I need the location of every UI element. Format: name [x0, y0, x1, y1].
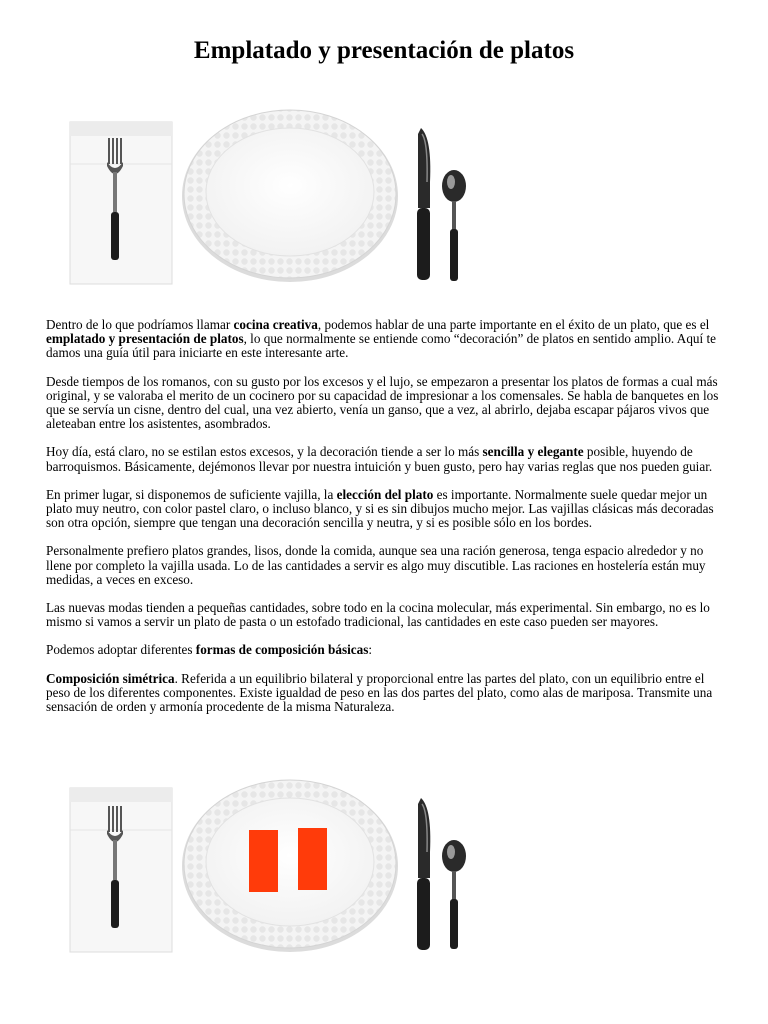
text-span: Hoy día, está claro, no se estilan estos excesos, y la decoración tiende a ser lo más — [46, 444, 483, 460]
bold-term-eleccion: elección del plato — [336, 486, 434, 502]
text-span: posible, huyendo de barroquismos. Básicamente, dejémonos llevar por nuestra intuición y buen gusto, pero hay varias reglas que nos pueden guiar. — [46, 444, 713, 474]
paragraph-platos-grandes: Personalmente prefiero platos grandes, lisos, donde la comida, aunque sea una ración generosa, tenga espacio alrededor y no llene por completo la vajilla usada. Lo de las cantidades a servir es algo muy discutible. Las raciones en hostelería están muy medidas, a veces en exceso. — [46, 543, 706, 587]
plate-icon — [182, 110, 398, 282]
paragraph-intro — [46, 318, 726, 361]
knife-icon — [417, 798, 430, 950]
plate-icon — [182, 780, 398, 952]
bold-term-formas: formas de composición básicas — [195, 642, 369, 658]
page-title: Emplatado y presentación de platos — [193, 37, 575, 64]
paragraph-formas — [46, 643, 726, 657]
paragraph-romanos: Desde tiempos de los romanos, con su gusto por los excesos y el lujo, se empezaron a presentar los platos de formas a cual más original, y se valoraba el merito de un cocinero por su capacidad de impresionar a los comensales. Se habla de banquetes en los que se servía un cisne, dentro del cual, una vez abierto, venía un ganso, que a vez, al abrirlo, dejaba escapar pájaros vivos que aleteaban entre los asistentes, asombrados. — [46, 373, 719, 432]
paragraph-hoy-dia — [46, 445, 726, 473]
article-body — [46, 318, 726, 728]
bold-term-sencilla: sencilla y elegante — [482, 444, 584, 460]
paragraph-simetrica — [46, 672, 726, 715]
table-setting-image — [60, 104, 480, 294]
symmetric-composition-illustration — [60, 772, 480, 962]
food-block-left — [249, 830, 278, 892]
text-span: Dentro de lo que podríamos llamar — [46, 317, 234, 332]
food-block-right — [298, 828, 327, 890]
spoon-icon — [442, 840, 466, 949]
text-span: . Referida a un equilibrio bilateral y proporcional entre las partes del plato, con un equilibrio entre el peso de los diferentes componentes. Existe igualdad de peso en las dos partes del plato, como alas de mariposa. Transmite una sensación de orden y armonía procedente de la misma Naturaleza. — [46, 670, 713, 715]
text-span: , podemos hablar de una parte importante en el éxito de un plato, que es el — [317, 317, 710, 332]
bold-term-cocina-creativa: cocina creativa — [233, 317, 318, 332]
text-span: En primer lugar, si disponemos de suficiente vajilla, la — [46, 486, 337, 502]
text-span: : — [368, 642, 373, 658]
text-span: Podemos adoptar diferentes — [46, 642, 196, 658]
table-setting-illustration — [60, 104, 480, 294]
text-span: , lo que normalmente se entiende como “decoración” de platos en sentido amplio. Aquí te damos una guía útil para iniciarte en este interesante arte. — [46, 331, 716, 361]
symmetric-composition-image — [60, 772, 480, 962]
bold-term-simetrica: Composición simétrica — [46, 670, 175, 686]
paragraph-eleccion-plato — [46, 488, 726, 531]
text-span: es importante. Normalmente suele quedar mejor un plato muy neutro, con color pastel claro, o incluso blanco, y si es sin dibujos mucho mejor. Las vajillas clásicas más decoradas son otra opción, siempre que tengan una decoración sencilla y neutra, y si es posible sólo en los bordes. — [46, 486, 714, 531]
bold-term-emplatado: emplatado y presentación de platos — [46, 331, 244, 347]
spoon-icon — [442, 170, 466, 281]
paragraph-nuevas-modas: Las nuevas modas tienden a pequeñas cantidades, sobre todo en la cocina molecular, más experimental. Sin embargo, no es lo mismo si vamos a servir un plato de pasta o un estofado tradicional, las cantidades en este caso pueden ser mayores. — [46, 600, 710, 630]
knife-icon — [417, 128, 430, 280]
